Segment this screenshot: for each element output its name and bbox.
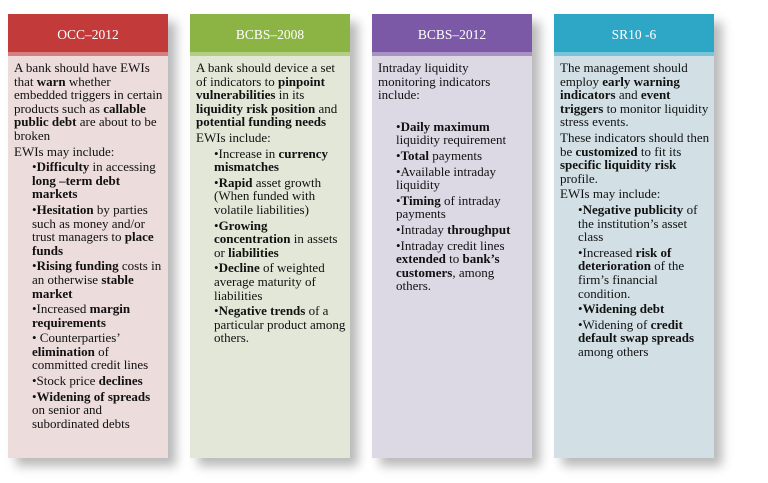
list-item: [578, 203, 710, 244]
emphasis-text: customized: [575, 143, 638, 159]
emphasis-text: Rising funding: [36, 258, 119, 274]
text-segment: These indicators should then be: [560, 129, 710, 159]
text-segment: •: [214, 260, 219, 276]
text-segment: of committed credit lines: [32, 343, 149, 373]
paragraph: [14, 145, 164, 159]
emphasis-text: potential funding needs: [196, 114, 327, 130]
list-item: [214, 147, 346, 174]
list-item: [32, 160, 164, 201]
panel-title: OCC–2012: [8, 14, 168, 56]
text-segment: of the institution’s asset class: [578, 201, 698, 245]
list-item: [214, 219, 346, 260]
text-segment: •: [578, 301, 583, 317]
emphasis-text: Total: [400, 147, 429, 163]
text-segment: A bank should have EWIs that: [14, 60, 150, 89]
text-segment: of a particular product among others.: [214, 303, 346, 346]
paragraph: [560, 187, 710, 201]
text-segment: and: [315, 100, 338, 116]
panel-title: SR10 -6: [554, 14, 714, 56]
emphasis-text: place funds: [32, 229, 154, 258]
text-segment: to: [445, 251, 463, 267]
list-item: [578, 302, 710, 316]
text-segment: •: [32, 258, 37, 274]
emphasis-text: elimination: [32, 343, 95, 359]
panel-body: [372, 56, 532, 458]
emphasis-text: throughput: [447, 221, 511, 237]
text-segment: whether embedded triggers in certain products such as: [14, 73, 163, 116]
regulation-panel: [8, 14, 168, 458]
text-segment: on senior and subordinated debts: [32, 402, 130, 431]
emphasis-text: currency mismatches: [214, 145, 329, 175]
text-segment: •: [396, 192, 401, 208]
emphasis-text: event triggers: [560, 87, 671, 116]
text-segment: •Intraday credit lines: [396, 237, 505, 253]
regulation-panel: [190, 14, 350, 458]
text-segment: , among others.: [396, 264, 495, 294]
paragraph: [196, 61, 346, 129]
list-item: [32, 259, 164, 300]
text-segment: to fit its: [637, 143, 682, 159]
text-segment: •Available intraday liquidity: [396, 163, 496, 193]
text-segment: EWIs may include:: [560, 186, 661, 202]
panel-body: [554, 56, 714, 458]
emphasis-text: margin requirements: [32, 301, 131, 330]
paragraph: [560, 61, 710, 129]
emphasis-text: stable market: [32, 271, 134, 301]
list-item: [214, 176, 346, 217]
list-item: [396, 165, 528, 192]
list-item: [396, 223, 528, 237]
paragraph: [196, 131, 346, 145]
text-segment: of the firm’s financial condition.: [578, 258, 685, 301]
text-segment: among others: [578, 343, 649, 359]
list-item: [32, 374, 164, 388]
text-segment: •Stock price: [32, 373, 99, 389]
text-segment: • Counterparties’: [32, 330, 120, 346]
text-segment: •: [32, 388, 37, 404]
emphasis-text: Rapid: [218, 174, 253, 190]
text-segment: EWIs include:: [196, 129, 271, 145]
paragraph: [560, 131, 710, 185]
emphasis-text: Daily maximum: [400, 118, 490, 134]
list-item: [32, 203, 164, 257]
text-segment: •: [214, 217, 219, 233]
emphasis-text: liquidity risk position: [196, 100, 316, 116]
emphasis-text: early warning indicators: [560, 73, 680, 103]
text-segment: The management should employ: [560, 60, 688, 89]
paragraph: [14, 61, 164, 143]
emphasis-text: Negative trends: [218, 303, 306, 319]
text-segment: costs in an otherwise: [32, 258, 162, 287]
text-segment: •: [32, 159, 37, 175]
list-item: [396, 120, 528, 147]
emphasis-text: pinpoint vulnerabilities: [196, 73, 325, 103]
emphasis-text: liabilities: [228, 244, 279, 260]
emphasis-text: long –term debt markets: [32, 172, 121, 202]
panel-body: [8, 56, 168, 458]
text-segment: of weighted average maturity of liabilities: [214, 260, 325, 303]
panel-title: BCBS–2012: [372, 14, 532, 56]
text-segment: •: [32, 201, 37, 217]
text-segment: •: [578, 201, 583, 217]
regulation-panel: [554, 14, 714, 458]
paragraph: [378, 61, 528, 102]
text-segment: •Widening of: [578, 316, 651, 332]
emphasis-text: bank’s customers: [396, 251, 500, 280]
emphasis-text: declines: [98, 373, 143, 389]
emphasis-text: Widening of spreads: [36, 388, 151, 404]
text-segment: to monitor liquidity stress events.: [560, 100, 709, 130]
text-segment: •Increased: [578, 244, 636, 260]
emphasis-text: specific liquidity risk: [560, 157, 677, 173]
emphasis-text: risk of deterioration: [578, 244, 672, 274]
text-segment: •: [396, 147, 401, 163]
text-segment: profile.: [560, 170, 598, 186]
emphasis-text: Widening debt: [582, 301, 665, 317]
emphasis-text: warn: [36, 73, 66, 89]
text-segment: in accessing: [89, 159, 156, 175]
regulation-panel: [372, 14, 532, 458]
text-segment: EWIs may include:: [14, 143, 115, 159]
text-segment: •: [214, 303, 219, 319]
emphasis-text: Growing concentration: [214, 217, 291, 247]
text-segment: •Intraday: [396, 221, 448, 237]
list-item: [578, 318, 710, 359]
text-segment: A bank should device a set of indicators to: [196, 60, 335, 89]
emphasis-text: Decline: [218, 260, 260, 276]
list-item: [396, 194, 528, 221]
list-item: [32, 302, 164, 329]
emphasis-text: extended: [396, 251, 446, 267]
panel-body: [190, 56, 350, 458]
text-segment: •Increased: [32, 301, 90, 317]
spacer: [378, 104, 528, 120]
text-segment: •: [214, 174, 219, 190]
list-item: [578, 246, 710, 300]
list-item: [214, 261, 346, 302]
text-segment: asset growth (When funded with volatile liabilities): [214, 174, 322, 217]
text-segment: in assets or: [214, 231, 338, 260]
text-segment: •Increase in: [214, 145, 279, 161]
text-segment: •: [396, 118, 401, 134]
emphasis-text: Hesitation: [36, 201, 94, 217]
list-item: [214, 304, 346, 345]
text-segment: Intraday liquidity monitoring indicators include:: [378, 60, 491, 103]
text-segment: by parties such as money and/or trust managers to: [32, 201, 148, 245]
text-segment: in its: [275, 87, 305, 103]
emphasis-text: callable public debt: [14, 100, 146, 130]
text-segment: payments: [428, 147, 483, 163]
emphasis-text: Timing: [400, 192, 441, 208]
text-segment: and: [615, 87, 641, 103]
text-segment: of intraday payments: [396, 192, 501, 222]
emphasis-text: Negative publicity: [582, 201, 684, 217]
list-item: [396, 239, 528, 293]
text-segment: are about to be broken: [14, 114, 157, 143]
list-item: [396, 149, 528, 163]
text-segment: liquidity requirement: [396, 132, 507, 148]
list-item: [32, 390, 164, 431]
panel-title: BCBS–2008: [190, 14, 350, 56]
emphasis-text: Difficulty: [36, 159, 90, 175]
emphasis-text: credit default swap spreads: [578, 316, 695, 346]
list-item: [32, 331, 164, 372]
